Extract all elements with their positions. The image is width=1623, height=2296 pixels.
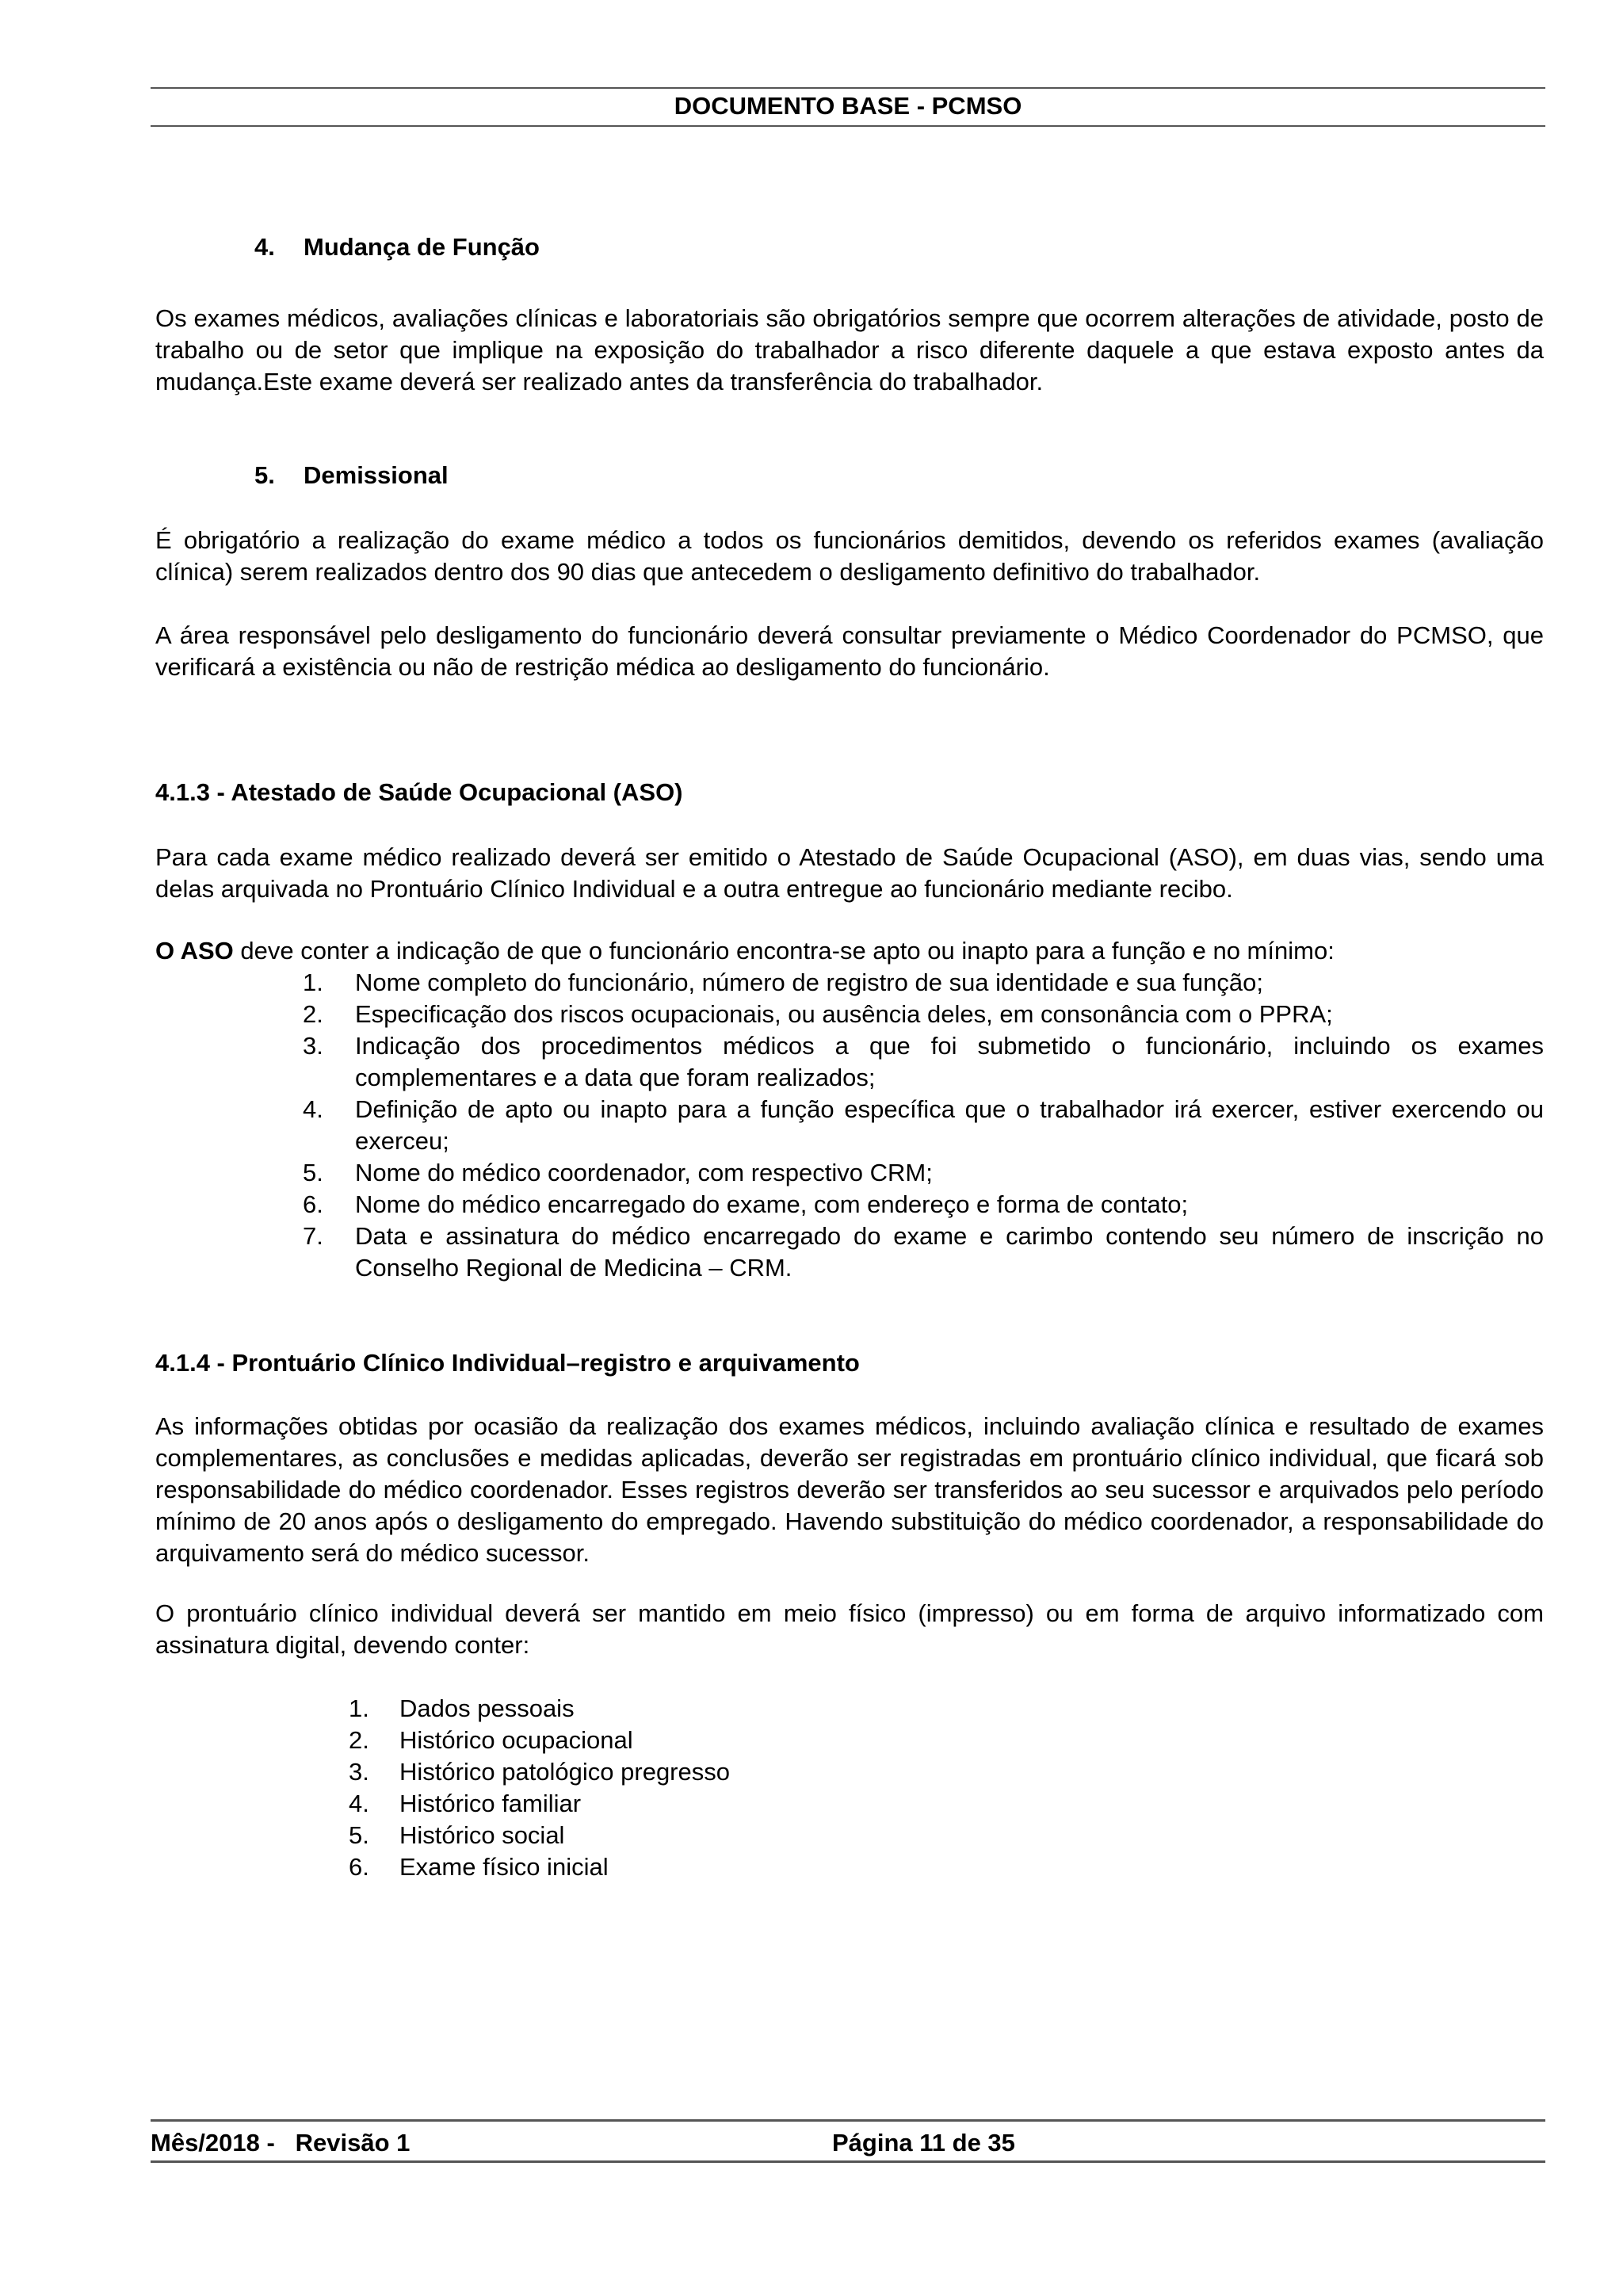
list-item-text: Dados pessoais — [399, 1694, 575, 1722]
list-item-text: Indicação dos procedimentos médicos a que foi submetido o funcionário, incluindo os exames complementares e a data que foram realizados; — [355, 1032, 1544, 1091]
list-item-text: Histórico familiar — [399, 1790, 582, 1817]
list-item-text: Nome do médico encarregado do exame, com endereço e forma de contato; — [355, 1190, 1189, 1218]
list-item-text: Histórico ocupacional — [399, 1726, 633, 1754]
section-demissional-title — [254, 460, 449, 491]
section-title-text: Mudança de Função — [304, 233, 540, 261]
list-item-number: 2. — [349, 1726, 369, 1754]
list-item — [303, 999, 1544, 1030]
footer-page-number: Página 11 de 35 — [832, 2129, 1015, 2157]
list-item — [349, 1725, 1141, 1756]
footer-rule-bottom — [151, 2160, 1545, 2163]
list-item — [349, 1756, 1141, 1788]
section-prontuario-paragraph-1: As informações obtidas por ocasião da realização dos exames médicos, incluindo avaliação clínica e resultado de exames complementares, as conclusões e medidas aplicadas, deverão ser registradas em prontuário clínico individual, que ficará sob responsabilidade do médico coordenador. Esses registros deverão ser transferidos ao seu sucessor e arquivados pelo período mínimo de 20 anos após o desligamento do empregado. Havendo substituição do médico coordenador, a responsabilidade do arquivamento será do médico sucessor. — [155, 1412, 1544, 1567]
list-item-text: Histórico social — [399, 1821, 565, 1849]
list-item — [349, 1788, 1141, 1820]
section-aso-paragraph-1: Para cada exame médico realizado deverá ser emitido o Atestado de Saúde Ocupacional (ASO), em duas vias, sendo uma delas arquivada no Prontuário Clínico Individual e a outra entregue ao funcionário mediante recibo. — [155, 843, 1544, 903]
list-item-number: 3. — [349, 1758, 369, 1786]
list-item — [303, 1221, 1544, 1284]
list-item — [303, 1157, 1544, 1189]
list-item-number: 1. — [349, 1694, 369, 1722]
list-item — [349, 1693, 1141, 1725]
list-item — [303, 1189, 1544, 1221]
list-item-text: Definição de apto ou inapto para a função específica que o trabalhador irá exercer, estiver exercendo ou exerceu; — [355, 1095, 1544, 1155]
section-prontuario-paragraph-2: O prontuário clínico individual deverá ser mantido em meio físico (impresso) ou em forma de arquivo informatizado com assinatura digital, devendo conter: — [155, 1599, 1544, 1659]
list-item — [303, 1094, 1544, 1157]
list-item-number: 6. — [303, 1190, 323, 1218]
list-item-text: Histórico patológico pregresso — [399, 1758, 730, 1786]
list-item — [303, 1030, 1544, 1094]
list-item-number: 4. — [349, 1790, 369, 1817]
list-item-text: Especificação dos riscos ocupacionais, ou ausência deles, em consonância com o PPRA; — [355, 1000, 1333, 1028]
list-item-number: 5. — [303, 1159, 323, 1186]
list-item — [349, 1851, 1141, 1883]
section-title-text: Demissional — [304, 461, 449, 489]
aso-bold-lead: O ASO — [155, 937, 234, 965]
section-number: 4. — [254, 233, 275, 261]
footer-revision: Mês/2018 - Revisão 1 — [151, 2129, 411, 2157]
section-aso-paragraph-2 — [155, 935, 1544, 967]
section-number: 5. — [254, 461, 275, 489]
list-item-text: Data e assinatura do médico encarregado do exame e carimbo contendo seu número de inscrição no Conselho Regional de Medicina – CRM. — [355, 1222, 1544, 1282]
list-item-text: Exame físico inicial — [399, 1853, 609, 1881]
prontuario-contents-list — [349, 1693, 1141, 1883]
aso-requirements-list — [303, 967, 1544, 1284]
list-item-number: 6. — [349, 1853, 369, 1881]
list-item-number: 5. — [349, 1821, 369, 1849]
page-header-title: DOCUMENTO BASE - PCMSO — [674, 92, 1022, 120]
section-mudanca-title — [254, 231, 540, 263]
header-rule-bottom — [151, 125, 1545, 127]
list-item — [349, 1820, 1141, 1851]
section-mudanca-paragraph: Os exames médicos, avaliações clínicas e laboratoriais são obrigatórios sempre que ocorrem alterações de atividade, posto de trabalho ou de setor que implique na exposição do trabalhador a risco diferente daquele a que estava exposto antes da mudança.Este exame deverá ser realizado antes da transferência do trabalhador. — [155, 304, 1544, 395]
list-item-number: 4. — [303, 1095, 323, 1123]
section-aso-title: 4.1.3 - Atestado de Saúde Ocupacional (ASO) — [155, 778, 683, 806]
footer-rule-top — [151, 2119, 1545, 2122]
list-item-text: Nome completo do funcionário, número de registro de sua identidade e sua função; — [355, 968, 1263, 996]
list-item-number: 7. — [303, 1222, 323, 1250]
section-demissional-paragraph-1: É obrigatório a realização do exame médico a todos os funcionários demitidos, devendo os referidos exames (avaliação clínica) serem realizados dentro dos 90 dias que antecedem o desligamento definitivo do trabalhador. — [155, 526, 1544, 586]
list-item-number: 2. — [303, 1000, 323, 1028]
list-item-text: Nome do médico coordenador, com respectivo CRM; — [355, 1159, 933, 1186]
list-item-number: 1. — [303, 968, 323, 996]
aso-lead-rest: deve conter a indicação de que o funcionário encontra-se apto ou inapto para a função e no mínimo: — [233, 937, 1335, 965]
section-prontuario-title: 4.1.4 - Prontuário Clínico Individual–registro e arquivamento — [155, 1349, 860, 1377]
list-item — [303, 967, 1544, 999]
section-demissional-paragraph-2: A área responsável pelo desligamento do funcionário deverá consultar previamente o Médico Coordenador do PCMSO, que verificará a existência ou não de restrição médica ao desligamento do funcionário. — [155, 621, 1544, 681]
list-item-number: 3. — [303, 1032, 323, 1060]
